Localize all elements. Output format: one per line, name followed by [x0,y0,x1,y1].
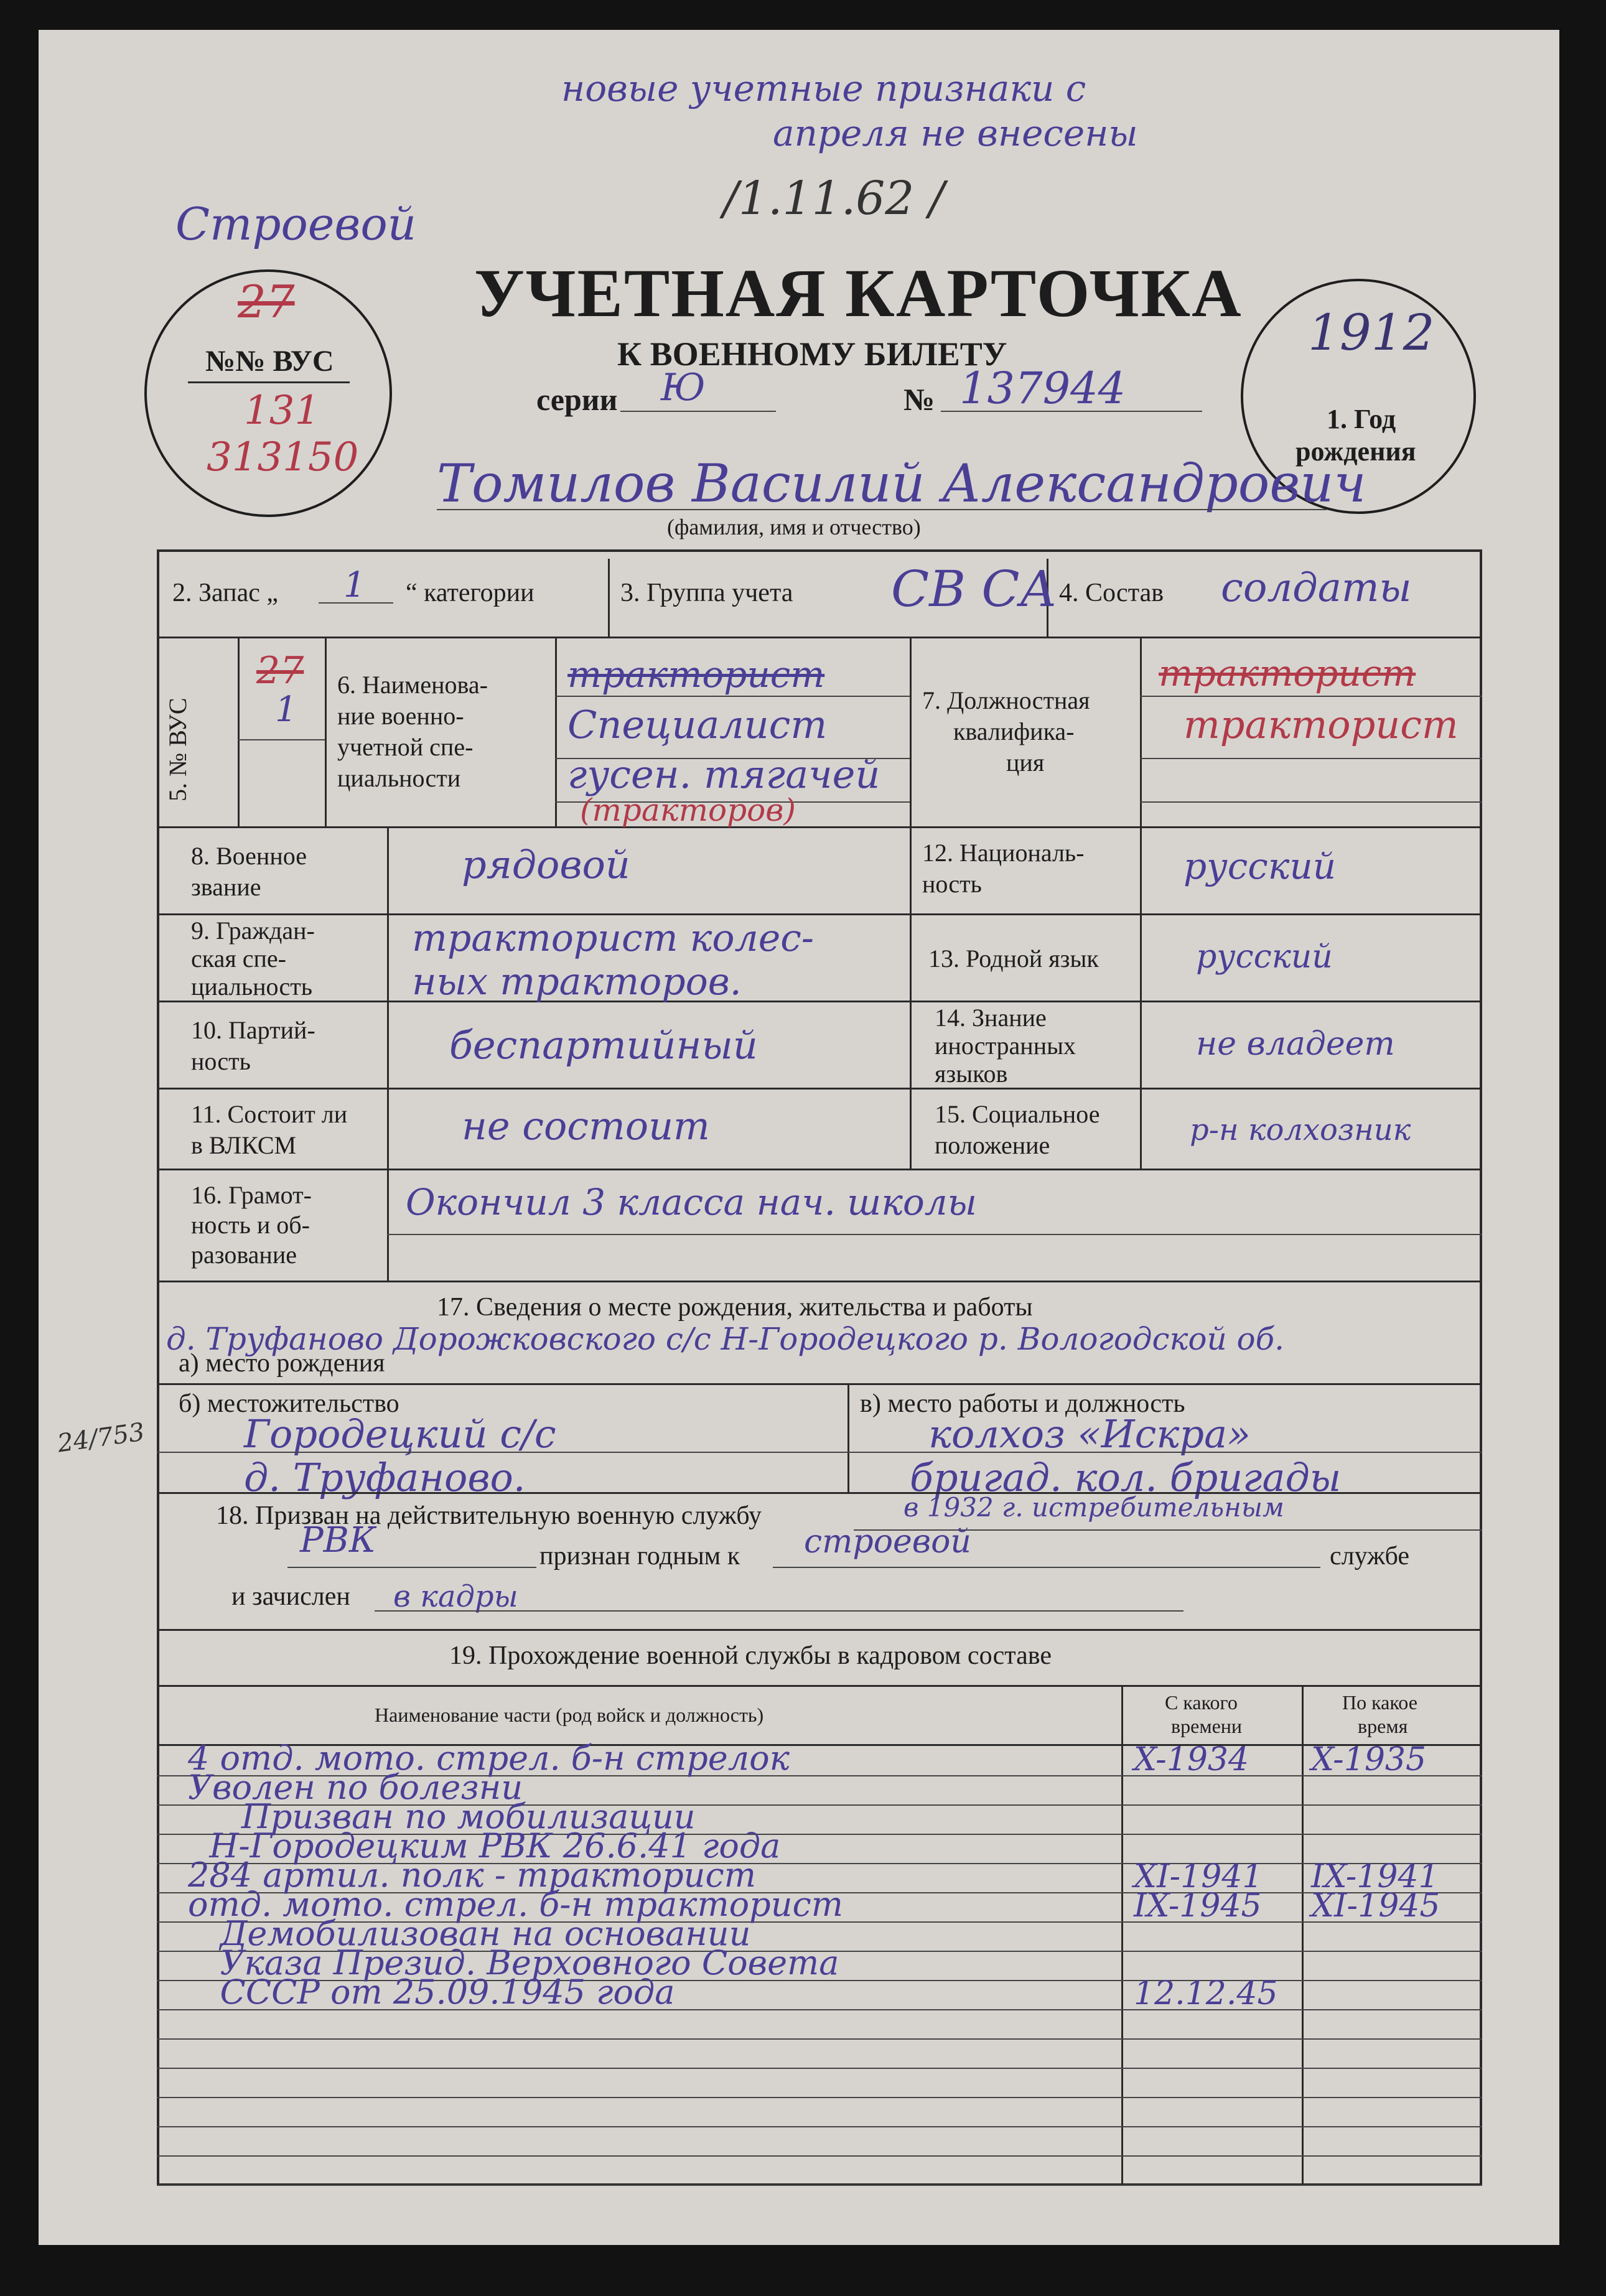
qualification-line [1140,801,1482,803]
work-line [847,1452,1482,1453]
specialty-label-4: циальности [337,764,461,792]
series-label: серии [536,382,618,417]
education-label-3: разование [191,1241,297,1269]
social-label-2: положение [935,1131,1050,1159]
vus-crossed: 27 [238,276,295,328]
registration-card [39,30,1559,2245]
col-line [910,637,912,826]
s18-line [287,1567,536,1568]
service-row-from: IX-1945 [1134,1887,1262,1925]
qualification-label-2: квалифика- [953,717,1075,745]
education-line [387,1234,1482,1235]
service-row-to: X-1935 [1311,1741,1427,1778]
number-value: 137944 [959,363,1126,414]
col-line [608,559,610,637]
service-row-unit: отд. мото. стрел. б-н тракторист [188,1885,843,1924]
specialty-label-2: ние военно- [337,702,464,730]
birth-label-1: 1. Год [1327,404,1396,434]
foreign-label-1: 14. Знание [935,1004,1047,1032]
residence-line2: д. Труфаново. [244,1455,526,1500]
reserve-label-b: “ категории [406,579,535,607]
civil-line1: тракторист колес- [412,917,815,960]
service-row-line [157,2155,1482,2157]
s17-a-label: а) место рождения [179,1349,385,1378]
s17-title: 17. Сведения о месте рождения, жительства и работы [437,1293,1033,1322]
stroevoy-note: Строевой [175,198,417,250]
row-line [157,1088,1482,1090]
vus-cell-line [238,739,325,740]
service-row-to: IX-1941 [1311,1858,1439,1895]
vus-divider [188,381,350,383]
service-row-unit: Указа Презид. Верховного Совета [188,1943,839,1982]
service-row-line [157,2097,1482,2098]
specialty-line3: (тракторов) [580,792,796,828]
col-from-header-2: времени [1171,1715,1243,1737]
foreign-label-2: иностранных [935,1032,1076,1060]
group-label: 3. Группа учета [620,579,793,607]
qualification-crossed: тракторист [1159,652,1416,694]
specialty-crossed: тракторист [567,653,825,696]
s18-line [375,1610,1183,1612]
civil-label-2: ская спе- [191,945,286,973]
nationality-value: русский [1183,845,1337,887]
s17-c-label: в) место работы и должность [860,1389,1185,1418]
side-number: 24/753 [55,1417,147,1458]
service-row-unit: Демобилизован на основании [188,1914,751,1953]
col-line [847,1383,849,1492]
party-value: беспартийный [449,1022,758,1068]
top-note-line2: апреля не внесены [773,112,1138,154]
work-line1: колхоз «Искра» [928,1411,1251,1457]
col-line [910,826,912,1169]
education-value: Окончил 3 класса нач. школы [406,1181,977,1223]
languages-value: не владеет [1196,1025,1395,1063]
row-line [157,1281,1482,1282]
civil-label-1: 9. Граждан- [191,917,315,945]
row-line [157,826,1482,828]
rank-label-2: звание [191,873,261,901]
s17-b-label: б) местожительство [179,1389,399,1418]
party-label-1: 10. Партий- [191,1016,315,1044]
service-row-line [157,2185,1482,2186]
service-row-unit: 284 артил. полк - тракторист [188,1855,756,1895]
series-line [620,411,776,412]
s19-title: 19. Прохождение военной службы в кадровом составе [449,1641,1052,1670]
col-from-header-1: С какого [1165,1691,1238,1714]
service-row-unit: Н-Городецким РВК 26.6.41 года [188,1826,781,1865]
service-row-from: X-1934 [1134,1741,1249,1778]
specialty-line [555,696,910,697]
civil-line2: ных тракторов. [412,960,742,1004]
name-caption: (фамилия, имя и отчество) [667,515,921,539]
civil-label-3: циальность [191,973,312,1001]
work-line2: бригад. кол. бригады [910,1455,1342,1500]
row-line [157,1685,1482,1687]
qualification-line [1140,696,1482,697]
specialty-label-3: учетной спе- [337,733,474,761]
col-line [1140,637,1142,826]
qualification-line [1140,758,1482,759]
service-row-line [157,2038,1482,2040]
row-line [157,1383,1482,1385]
birth-label-2: рождения [1296,436,1416,467]
col-to-header-1: По какое [1342,1691,1417,1714]
vus-label: №№ ВУС [205,345,334,378]
col-line [387,826,389,1169]
row-line [157,1001,1482,1002]
education-label-1: 16. Грамот- [191,1181,312,1209]
vus-side-label: 5. № ВУС [164,698,192,801]
full-name: Томилов Василий Александрович [437,453,1366,514]
row-line [157,637,1482,638]
col-to-header-2: время [1358,1715,1408,1737]
col-line [555,637,557,826]
social-label-1: 15. Социальное [935,1100,1100,1128]
qualification-value: тракторист [1183,702,1459,747]
reserve-label-a: 2. Запас „ [172,579,279,607]
col-line [1302,1685,1304,2186]
card-subtitle: К ВОЕННОМУ БИЛЕТУ [617,335,1007,373]
row-line [157,1169,1482,1170]
service-row-unit: СССР от 25.09.1945 года [188,1972,675,2012]
vus-code: 313150 [207,434,359,480]
group-value: СВ СА [891,560,1058,618]
row-line [157,913,1482,915]
service-row-to: XI-1945 [1311,1887,1440,1925]
native-language-label: 13. Родной язык [928,945,1099,973]
education-label-2: ность и об- [191,1211,310,1239]
col-line [325,637,327,826]
specialty-label-1: 6. Наименова- [337,671,488,699]
vus-cell-value: 1 [275,689,297,730]
service-row-from: 12.12.45 [1134,1975,1278,2012]
residence-line1: Городецкий с/с [244,1411,556,1457]
composition-label: 4. Состав [1059,579,1164,607]
card-title: УЧЕТНАЯ КАРТОЧКА [474,255,1243,331]
service-row-unit: Уволен по болезни [188,1768,523,1807]
vus-new: 131 [244,388,320,434]
fit-for-value: строевой [804,1523,971,1561]
call-up-year: в 1932 г. истребительным [903,1492,1284,1523]
qualification-label-3: ция [1006,749,1045,777]
vlksm-label-1: 11. Состоит ли [191,1100,348,1128]
s18-line [773,1567,1320,1568]
series-value: Ю [661,366,706,409]
specialty-line1: Специалист [567,702,828,747]
service-row-unit: Призван по мобилизации [188,1797,696,1836]
service-row-from: XI-1941 [1134,1858,1263,1895]
s18-label-b: признан годным к [539,1542,740,1570]
service-row-line [157,2126,1482,2127]
native-language-value: русский [1196,938,1333,976]
foreign-label-3: языков [935,1060,1008,1088]
specialty-line2: гусен. тягачей [567,752,880,797]
nationality-label-2: ность [922,870,982,898]
rank-value: рядовой [462,842,630,887]
col-line [238,637,240,826]
vus-cell-crossed: 27 [256,649,304,693]
service-row-unit: 4 отд. мото. стрел. б-н стрелок [188,1738,790,1778]
qualification-label-1: 7. Должностная [922,686,1090,714]
rank-label-1: 8. Военное [191,842,307,870]
number-label: № [903,382,935,417]
social-value: р-н колхозник [1190,1113,1411,1147]
birthplace-value: д. Труфаново Дорожковского с/с Н-Городецкого р. Вологодской об. [166,1321,1285,1357]
name-line [437,509,1327,510]
enrolled-value: в кадры [393,1579,518,1614]
s18-label-c: службе [1330,1542,1409,1570]
col-line [1140,826,1142,1169]
col-line [1121,1685,1123,2186]
top-note-line1: новые учетные признаки с [561,67,1086,110]
col-unit-header: Наименование части (род войск и должность) [375,1704,764,1726]
call-up-org: РВК [300,1520,376,1561]
vlksm-label-2: в ВЛКСМ [191,1131,297,1159]
birth-year: 1912 [1308,304,1435,362]
composition-value: солдаты [1221,565,1412,611]
nationality-label-1: 12. Националь- [922,839,1085,867]
party-label-2: ность [191,1047,251,1075]
s18-label-a: 18. Призван на действительную военную службу [216,1501,762,1530]
row-line [157,1629,1482,1631]
service-row-line [157,2068,1482,2069]
reserve-category: 1 [343,565,366,605]
s18-label-d: и зачислен [231,1582,350,1611]
residence-line [157,1452,847,1453]
date-note: /1.11.62 / [723,172,945,225]
vlksm-value: не состоит [462,1103,710,1149]
col-line [387,1169,389,1281]
